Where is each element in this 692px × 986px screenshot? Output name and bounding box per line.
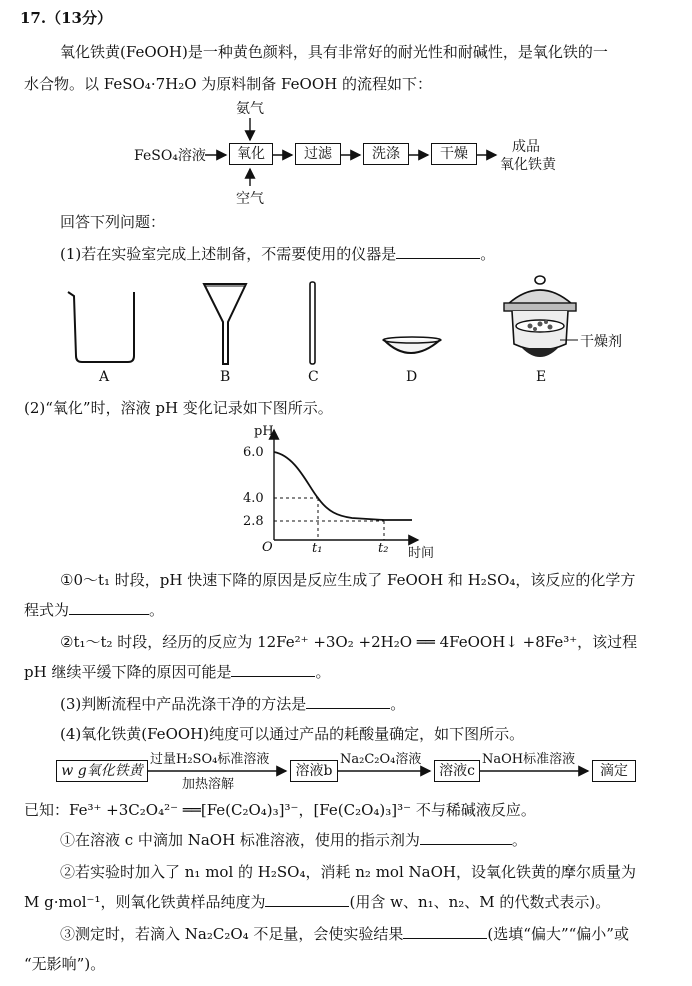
flow-output-label-1: 成品 [512,139,540,155]
q2b-answer-blank [231,662,315,677]
q2a-line-2: 程式为 。 [24,601,165,619]
q2b-line-1: ②t₁～t₂ 时段，经历的反应为 12Fe²⁺ +3O₂ +2H₂O ══ 4FeOOH↓ +8Fe³⁺，该过程 [60,633,638,651]
q2b-line-2: pH 继续平缓下降的原因可能是 。 [24,663,331,681]
apparatus-label-d: D [406,369,418,385]
q3-answer-blank [306,694,390,709]
ytick-4-0: 4.0 [243,491,264,506]
apparatus-label-a: A [99,369,110,385]
step-filtration: 过滤 [295,143,341,165]
answer-prompt: 回答下列问题： [60,213,166,231]
ph-curve [274,452,412,520]
step-b-top: Na₂C₂O₄溶液 [340,752,422,767]
step-a-top: 过量H₂SO₄标准溶液 [150,752,270,767]
origin-label: O [262,540,273,555]
known-info: 已知：Fe³⁺ +3C₂O₄²⁻ ══[Fe(C₂O₄)₃]³⁻，[Fe(C₂O₄)₃]³⁻ 不与稀碱液反应。 [24,801,536,819]
apparatus-label-c: C [308,369,319,385]
q4a-answer-blank [420,830,512,845]
q4c-line-2: “无影响”)。 [24,955,106,973]
ph-axis-label: pH [254,424,274,439]
question-number: 17.（13分） [20,9,112,27]
q4b-answer-blank [265,892,349,907]
step-washing: 洗涤 [363,143,409,165]
apparatus-label-e: E [536,369,547,385]
q1-stem: (1)若在实验室完成上述制备，不需要使用的仪器是 [60,245,397,263]
q2a-answer-blank [69,600,149,615]
xtick-t1: t₁ [312,541,323,556]
q4c-answer-blank [403,924,487,939]
titration-box: 滴定 [592,760,636,782]
q4b-line-2: M g·mol⁻¹，则氧化铁黄样品纯度为 (用含 w、n₁、n₂、M 的代数式表示)。 [24,893,611,911]
q3-text: (3)判断流程中产品洗涤干净的方法是 。 [60,695,406,713]
flow-air-label: 空气 [236,191,264,207]
flow-output-label-2: 氧化铁黄 [500,157,556,173]
step-oxidation: 氧化 [229,143,273,165]
q4b-line-1: ②若实验时加入了 n₁ mol 的 H₂SO₄，消耗 n₂ mol NaOH，设氧化铁黄的摩尔质量为 [60,863,636,881]
desiccant-label: 干燥剂 [580,334,622,350]
q2-text: (2)“氧化”时，溶液 pH 变化记录如下图所示。 [24,399,333,417]
ytick-6-0: 6.0 [243,445,264,460]
q1-text: (1)若在实验室完成上述制备，不需要使用的仪器是 。 [60,245,496,263]
q2a-line-1: ①0～t₁ 时段，pH 快速下降的原因是反应生成了 FeOOH 和 H₂SO₄，该反应的化学方 [60,571,636,589]
ytick-2-8: 2.8 [243,514,264,529]
solution-c-box: 溶液c [434,760,480,782]
flow-input-label: FeSO₄溶液 [134,148,206,164]
sample-box: w g氧化铁黄 [56,760,148,782]
q4a-text: ①在溶液 c 中滴加 NaOH 标准溶液，使用的指示剂为 。 [60,831,527,849]
flow-ammonia-label: 氨气 [236,101,264,117]
step-c-top: NaOH标准溶液 [482,752,576,767]
xtick-t2: t₂ [378,541,389,556]
step-a-bottom: 加热溶解 [182,777,235,792]
intro-line-1: 氧化铁黄(FeOOH)是一种黄色颜料，具有非常好的耐光性和耐碱性，是氧化铁的一 [60,43,608,61]
intro-line-2: 水合物。以 FeSO₄·7H₂O 为原料制备 FeOOH 的流程如下： [24,75,432,93]
time-axis-label: 时间 [408,546,435,561]
step-drying: 干燥 [431,143,477,165]
apparatus-label-b: B [220,369,231,385]
q4-text: (4)氧化铁黄(FeOOH)纯度可以通过产品的耗酸量确定，如下图所示。 [60,725,525,743]
q4c-line-1: ③测定时，若滴入 Na₂C₂O₄ 不足量，会使实验结果 (选填“偏大”“偏小”或 [60,925,629,943]
solution-b-box: 溶液b [290,760,338,782]
